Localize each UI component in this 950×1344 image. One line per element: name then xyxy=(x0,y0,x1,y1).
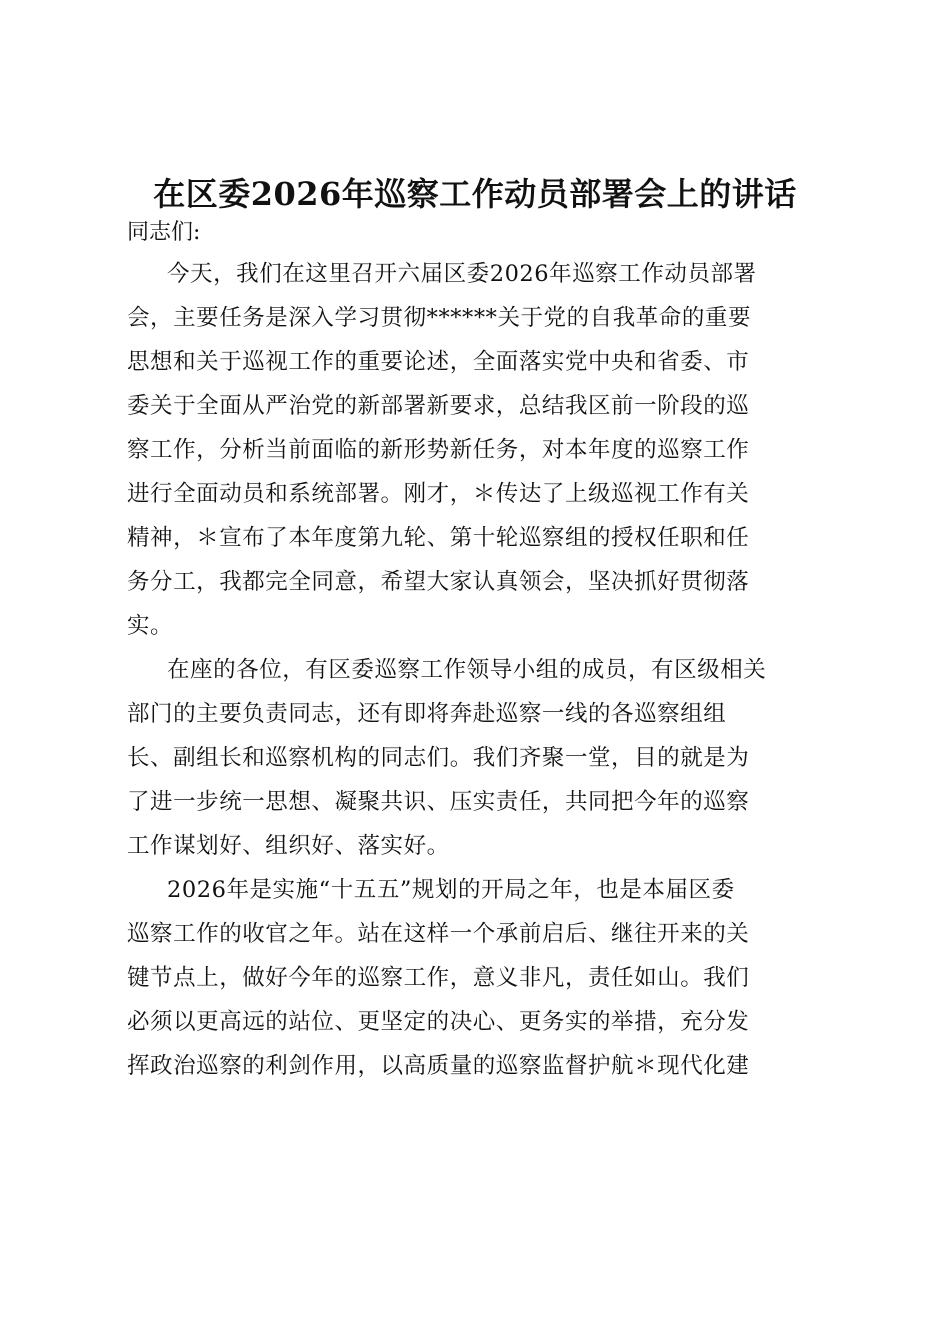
paragraph-line: 思想和关于巡视工作的重要论述，全面落实党中央和省委、市 xyxy=(127,349,750,375)
paragraph-line: 部门的主要负责同志，还有即将奔赴巡察一线的各巡察组组 xyxy=(127,701,727,727)
paragraph-line: 实。 xyxy=(127,613,174,639)
paragraph-line: 长、副组长和巡察机构的同志们。我们齐聚一堂，目的就是为 xyxy=(127,745,750,771)
paragraph-line: 今天，我们在这里召开六届区委2026年巡察工作动员部署 xyxy=(167,261,757,287)
paragraph-line: 进行全面动员和系统部署。刚才，＊传达了上级巡视工作有关 xyxy=(127,481,750,507)
paragraph-3 xyxy=(127,868,822,1088)
paragraph-line: 工作谋划好、组织好、落实好。 xyxy=(127,833,450,859)
document-title: 在区委2026年巡察工作动员部署会上的讲话 xyxy=(153,175,797,213)
document-body xyxy=(127,212,822,1088)
paragraph-line: 务分工，我都完全同意，希望大家认真领会，坚决抓好贯彻落 xyxy=(127,569,750,595)
salutation: 同志们: xyxy=(127,220,201,245)
paragraph-line: 了进一步统一思想、凝聚共识、压实责任，共同把今年的巡察 xyxy=(127,789,750,815)
paragraph-line: 键节点上，做好今年的巡察工作，意义非凡，责任如山。我们 xyxy=(127,965,750,991)
paragraph-line: 挥政治巡察的利剑作用，以高质量的巡察监督护航＊现代化建 xyxy=(127,1053,750,1079)
paragraph-line: 巡察工作的收官之年。站在这样一个承前启后、继往开来的关 xyxy=(127,921,750,947)
paragraph-line: 在座的各位，有区委巡察工作领导小组的成员，有区级相关 xyxy=(167,657,767,683)
paragraph-line: 会，主要任务是深入学习贯彻******关于党的自我革命的重要 xyxy=(127,305,752,331)
paragraph-line: 2026年是实施“十五五”规划的开局之年，也是本届区委 xyxy=(167,877,735,903)
paragraph-line: 必须以更高远的站位、更坚定的决心、更务实的举措，充分发 xyxy=(127,1009,750,1035)
paragraph-line: 委关于全面从严治党的新部署新要求，总结我区前一阶段的巡 xyxy=(127,393,750,419)
paragraph-2 xyxy=(127,648,822,868)
paragraph-line: 精神，＊宣布了本年度第九轮、第十轮巡察组的授权任职和任 xyxy=(127,525,750,551)
paragraph-line: 察工作，分析当前面临的新形势新任务，对本年度的巡察工作 xyxy=(127,437,750,463)
paragraph-1 xyxy=(127,252,822,648)
